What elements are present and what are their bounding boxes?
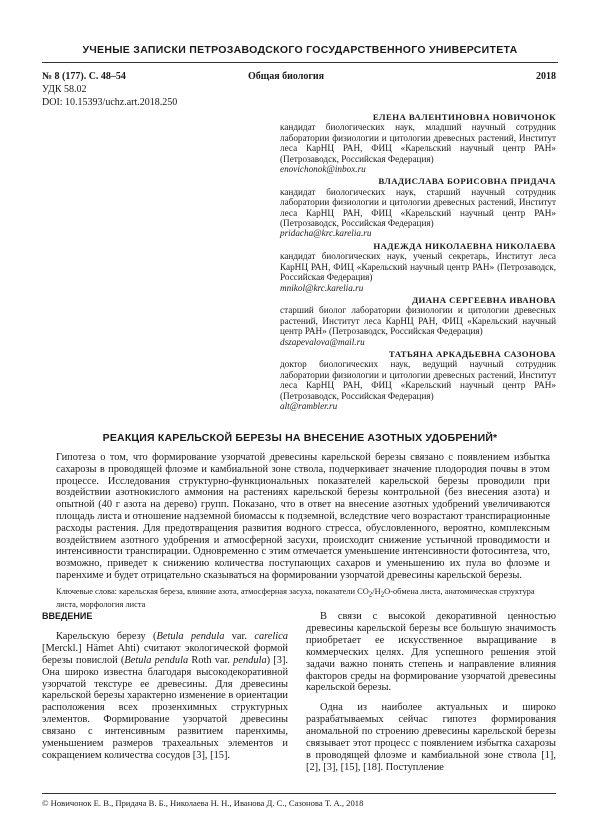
- keywords: [56, 587, 550, 610]
- text: Roth var.: [188, 654, 234, 666]
- species-name: Betula pendula: [156, 630, 225, 642]
- keywords-sub: 2: [380, 590, 385, 599]
- footer-rule: [42, 793, 556, 794]
- keywords-text: /H: [372, 587, 381, 596]
- intro-paragraph: [42, 631, 288, 762]
- author-affiliation: кандидат биологических наук, старший научный сотрудник лаборатории физиологии и цитологии древесных растений, Институт леса КарНЦ РАН, ФИЦ «Карельский научный центр РАН» (Петрозаводск, Российская Федерация): [280, 186, 556, 229]
- intro-paragraph: Одна из наиболее актуальных и широко разрабатываемых сейчас гипотез формирования аномальной по строению древесины карельской березы связывает этот процесс с появлением избытка сахарозы в проводящей флоэме и камбиальной зоне ствола [1], [2], [3], [15], [18]. Поступление: [306, 702, 556, 773]
- keywords-sub: 2: [368, 590, 373, 599]
- author-block: [280, 349, 556, 411]
- species-name: pendula: [233, 654, 267, 666]
- author-name: ДИАНА СЕРГЕЕВНА ИВАНОВА: [412, 294, 556, 305]
- header-rule: [42, 62, 558, 63]
- journal-title: УЧЕНЫЕ ЗАПИСКИ ПЕТРОЗАВОДСКОГО ГОСУДАРСТВЕННОГО УНИВЕРСИТЕТА: [82, 44, 518, 56]
- author-name: НАДЕЖДА НИКОЛАЕВНА НИКОЛАЕВА: [373, 240, 556, 251]
- text: ) [3]. Она широко известна благодаря высокодекоративной узорчатой текстуре ее древесины. Для древесины карельской березы характерно изменение в ориентации расположения всех прозенхимных структурных элементов. Формирование узорчатой древесины связано с интенсивным развитием паренхимы, уменьшением размеров трахеальных элементов и сокращением количества сосудов [3], [15].: [42, 654, 289, 761]
- author-affiliation: кандидат биологических наук, младший научный сотрудник лаборатории физиологии и цитологии древесных растений, Институт леса КарНЦ РАН, ФИЦ «Карельский научный центр РАН» (Петрозаводск, Российская Федерация): [280, 122, 556, 164]
- text: [Merckl.] Hämet Ahti) считают экологической формой березы повислой (: [42, 642, 288, 666]
- right-column: [306, 611, 556, 774]
- issue-info: № 8 (177). С. 48–54: [42, 71, 126, 82]
- text: var.: [224, 630, 255, 642]
- author-email[interactable]: pridacha@krc.karelia.ru: [280, 228, 372, 239]
- author-email[interactable]: dszapevalova@mail.ru: [280, 336, 365, 347]
- author-email[interactable]: alt@rambler.ru: [280, 400, 338, 411]
- left-column: [42, 611, 288, 762]
- author-name: ВЛАДИСЛАВА БОРИСОВНА ПРИДАЧА: [378, 176, 556, 187]
- copyright: © Новичонок Е. В., Придача В. Б., Николаева Н. Н., Иванова Д. С., Сазонова Т. А., 2018: [42, 798, 364, 808]
- author-name: ТАТЬЯНА АРКАДЬЕВНА САЗОНОВА: [388, 348, 556, 359]
- issue-year: 2018: [536, 71, 556, 82]
- keywords-text: O-обмена листа, анатомическая структура листа, морфология листа: [56, 587, 535, 609]
- author-email[interactable]: mnikol@krc.karelia.ru: [280, 282, 364, 293]
- text: Карельскую березу (: [56, 630, 157, 642]
- species-name: carelica: [254, 630, 288, 642]
- abstract: Гипотеза о том, что формирование узорчатой древесины карельской березы связано с появлением избытка сахарозы в проводящей флоэме и камбиальной зоне ствола, подчеркивает значение плодородия почвы в этом процессе. Исследования структурно-функциональных показателей карельской березы проводили при воздействии азотнокислого аммония на растениях карельской березы контрольной (без внесения азота) и опытной (40 г азота на дерево) групп. Показано, что в ответ на внесение азотных удобрений увеличиваются площадь листа и отношение надземной биомассы к подземной, вследствие чего возрастают транспирационные расходы растения. Для предотвращения развития водного стресса, обусловленного, вероятно, комплексным воздействием азотного удобрения и атмосферной засухи, происходит снижение устьичной проводимости и интенсивности транспирации. Одновременно с этим отмечается уменьшение интенсивности фотосинтеза, что, возможно, приведет к снижению количества поступающих сахаров и уменьшению их пула во флоэме и паренхиме и будет отрицательно сказываться на формировании узорчатой древесины карельской березы.: [56, 452, 550, 581]
- intro-paragraph: В связи с высокой декоративной ценностью древесины карельской березы все большую значимость приобретает ее искусственное выращивание в коммерческих целях. Для успешного решения этой задачи важно понять степень и направление влияния факторов среды на формирование узорчатой древесины карельской березы.: [306, 611, 556, 694]
- keywords-text: Ключевые слова: карельская береза, влияние азота, атмосферная засуха, показатели CO: [56, 587, 369, 596]
- author-list: [280, 112, 556, 413]
- author-affiliation: доктор биологических наук, ведущий научный сотрудник лаборатории физиологии и цитологии древесных растений, Институт леса КарНЦ РАН, ФИЦ «Карельский научный центр РАН» (Петрозаводск, Российская Федерация): [280, 359, 556, 401]
- article-title: РЕАКЦИЯ КАРЕЛЬСКОЙ БЕРЕЗЫ НА ВНЕСЕНИЕ АЗОТНЫХ УДОБРЕНИЙ*: [102, 432, 498, 444]
- doi: DOI: 10.15393/uchz.art.2018.250: [42, 97, 178, 108]
- author-block: [280, 241, 556, 293]
- author-affiliation: старший биолог лаборатории физиологии и цитологии древесных растений, Институт леса КарНЦ РАН, ФИЦ «Карельский научный центр РАН» (Петрозаводск, Российская Федерация): [280, 305, 556, 337]
- author-name: ЕЛЕНА ВАЛЕНТИНОВНА НОВИЧОНОК: [372, 112, 556, 122]
- author-affiliation: кандидат биологических наук, ученый секретарь, Институт леса КарНЦ РАН, ФИЦ «Карельский научный центр РАН» (Петрозаводск, Российская Федерация): [280, 251, 556, 283]
- author-block: [280, 112, 556, 174]
- udk: УДК 58.02: [42, 84, 87, 95]
- author-block: [280, 176, 556, 238]
- author-email[interactable]: enovichonok@inbox.ru: [280, 164, 366, 175]
- section-name: Общая биология: [248, 71, 325, 82]
- species-name: Betula pendula: [124, 654, 189, 666]
- author-block: [280, 295, 556, 347]
- section-heading: ВВЕДЕНИЕ: [42, 611, 93, 621]
